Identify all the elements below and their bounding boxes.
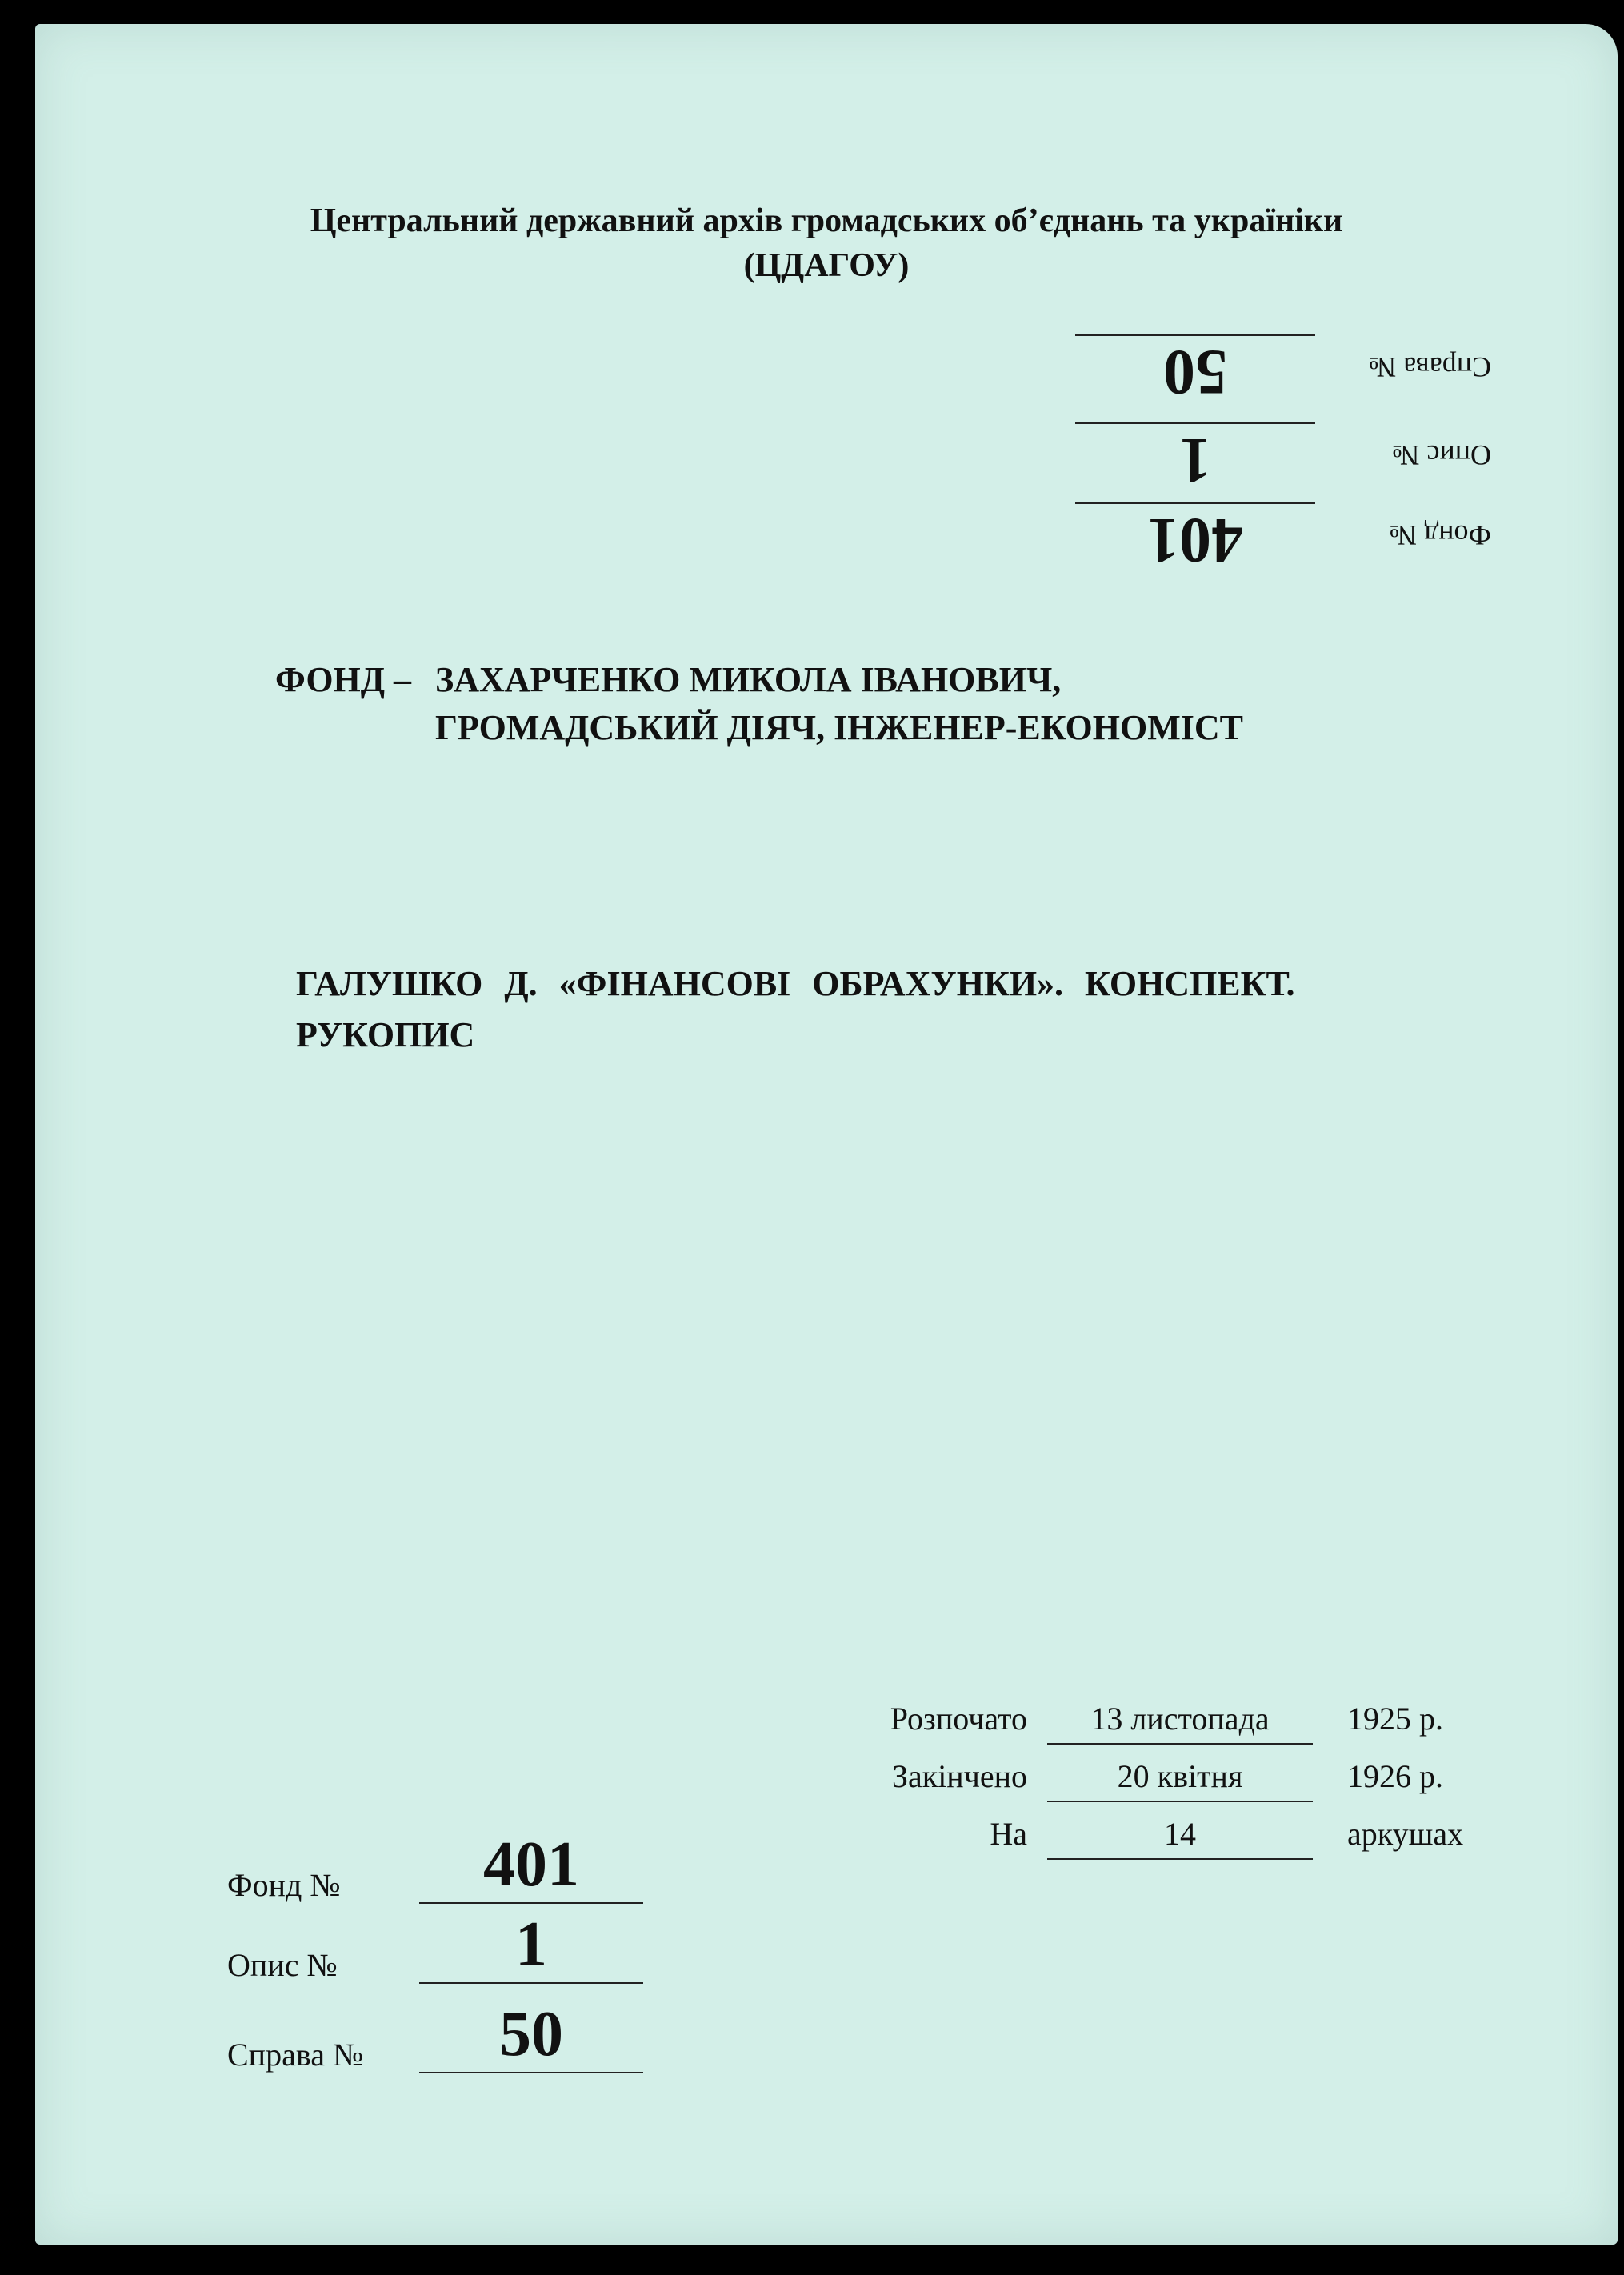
- bottom-fond-row: [227, 1824, 659, 1904]
- started-year: 1925 р.: [1347, 1701, 1443, 1737]
- bottom-sprava-label: Справа №: [227, 2037, 364, 2073]
- started-row: [835, 1700, 1475, 1748]
- started-value: 13 листопада: [1090, 1701, 1270, 1737]
- flipped-opys-label: Опис №: [1392, 439, 1491, 471]
- fond-name: ЗАХАРЧЕНКО МИКОЛА ІВАНОВИЧ,: [435, 660, 1062, 699]
- started-label: Розпочато: [890, 1701, 1027, 1737]
- bottom-fond-value: 401: [483, 1829, 579, 1900]
- archive-cover-sheet: [35, 24, 1618, 2245]
- sheets-label: На: [990, 1816, 1027, 1852]
- bottom-opys-value: 1: [515, 1909, 547, 1980]
- flipped-fond-underline: [1075, 502, 1315, 504]
- ended-row: [835, 1757, 1475, 1805]
- archive-name: Центральний державний архів громадських об’єднань та україніки: [310, 202, 1343, 239]
- flipped-fond-value: 401: [1147, 505, 1243, 575]
- flipped-sprava-label: Справа №: [1368, 351, 1491, 383]
- sheets-row: [835, 1815, 1475, 1863]
- bottom-opys-label: Опис №: [227, 1947, 338, 1983]
- flipped-opys-value: 1: [1179, 425, 1211, 495]
- sheets-value: 14: [1164, 1816, 1196, 1852]
- bottom-opys-underline: [419, 1982, 643, 1984]
- document-title: ГАЛУШКО Д. «ФІНАНСОВІ ОБРАХУНКИ». КОНСПЕКТ. РУКОПИС: [296, 964, 1295, 1054]
- fond-occupation: ГРОМАДСЬКИЙ ДІЯЧ, ІНЖЕНЕР-ЕКОНОМІСТ: [435, 708, 1244, 747]
- ended-label: Закінчено: [891, 1758, 1027, 1794]
- bottom-sprava-value: 50: [499, 1999, 563, 2069]
- flipped-opys-underline: [1075, 422, 1315, 424]
- ended-underline: [1047, 1801, 1313, 1802]
- sheets-unit: аркушах: [1347, 1816, 1464, 1852]
- ended-year: 1926 р.: [1347, 1758, 1443, 1794]
- flipped-fond-row: [1011, 504, 1491, 576]
- bottom-sprava-row: [227, 1993, 659, 2073]
- flipped-sprava-value: 50: [1163, 337, 1227, 407]
- archive-abbreviation: (ЦДАГОУ): [743, 247, 910, 284]
- flipped-sprava-underline: [1075, 334, 1315, 336]
- flipped-opys-row: [1011, 424, 1491, 496]
- bottom-opys-row: [227, 1904, 659, 1984]
- upside-down-index-block: [1011, 328, 1491, 576]
- sheets-underline: [1047, 1858, 1313, 1860]
- flipped-fond-label: Фонд №: [1389, 519, 1491, 551]
- ended-value: 20 квітня: [1117, 1758, 1243, 1794]
- flipped-sprava-row: [1011, 336, 1491, 408]
- fond-prefix: ФОНД –: [275, 660, 412, 699]
- bottom-sprava-underline: [419, 2072, 643, 2073]
- started-underline: [1047, 1743, 1313, 1745]
- bottom-fond-label: Фонд №: [227, 1867, 341, 1903]
